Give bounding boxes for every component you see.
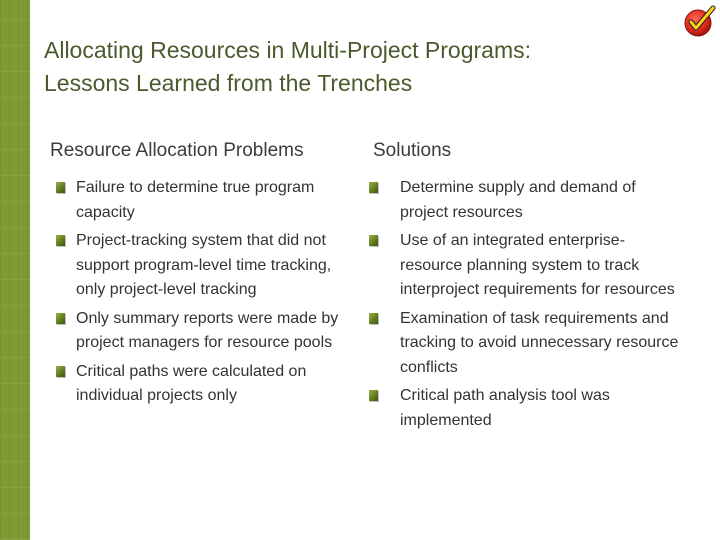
solutions-heading: Solutions bbox=[373, 140, 452, 161]
square-bullet-icon bbox=[369, 313, 378, 324]
square-bullet-icon bbox=[56, 313, 65, 324]
problem-text: Critical paths were calculated on individual projects only bbox=[76, 362, 307, 404]
decorative-sidebar bbox=[0, 0, 30, 540]
square-bullet-icon bbox=[56, 235, 65, 246]
solution-text: Use of an integrated enterprise-resource planning system to track interproject requirements for resources bbox=[400, 232, 675, 298]
square-bullet-icon bbox=[56, 366, 65, 377]
problem-item bbox=[50, 229, 360, 303]
solution-text: Critical path analysis tool was implemented bbox=[400, 387, 610, 429]
slide-title-line-2: Lessons Learned from the Trenches bbox=[44, 70, 413, 96]
solution-item bbox=[367, 384, 687, 433]
problem-text: Project-tracking system that did not support program-level time tracking, only project-level tracking bbox=[76, 232, 332, 298]
problem-item bbox=[50, 307, 360, 356]
solutions-list bbox=[367, 176, 687, 437]
solution-item bbox=[367, 229, 687, 303]
square-bullet-icon bbox=[369, 235, 378, 246]
problems-heading: Resource Allocation Problems bbox=[50, 140, 304, 161]
solution-text: Examination of task requirements and tracking to avoid unnecessary resource conflicts bbox=[400, 309, 679, 376]
problem-item bbox=[50, 360, 360, 409]
problem-text: Only summary reports were made by project managers for resource pools bbox=[76, 309, 339, 351]
problem-text: Failure to determine true program capacity bbox=[76, 179, 315, 221]
slide-title-line-1: Allocating Resources in Multi-Project Programs: bbox=[44, 37, 532, 63]
square-bullet-icon bbox=[369, 390, 378, 401]
checkmark-logo-icon bbox=[683, 4, 717, 38]
slide-title bbox=[44, 34, 644, 100]
problem-item bbox=[50, 176, 360, 225]
solution-item bbox=[367, 176, 687, 225]
square-bullet-icon bbox=[369, 182, 378, 193]
solution-item bbox=[367, 307, 687, 381]
square-bullet-icon bbox=[56, 182, 65, 193]
solution-text: Determine supply and demand of project resources bbox=[400, 179, 636, 221]
problems-list bbox=[50, 176, 360, 413]
